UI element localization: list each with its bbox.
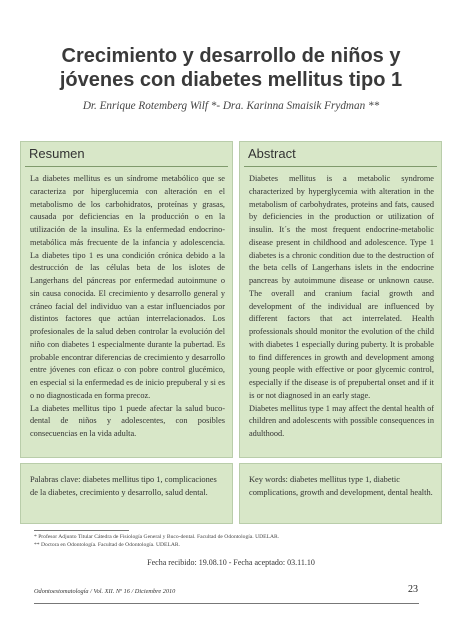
keywords-es: Palabras clave: diabetes mellitus tipo 1, complicaciones de la diabetes, crecimiento y desarrollo, salud dental. — [30, 475, 217, 497]
footnote-1: * Profesor Adjunto Titular Cátedra de Fisiología General y Buco-dental. Facultad de Odontología. UDELAR. — [34, 534, 280, 540]
footnote-divider — [34, 530, 129, 531]
keywords-en-box — [239, 463, 442, 524]
resumen-box — [20, 141, 233, 458]
resumen-divider — [25, 166, 228, 167]
resumen-heading: Resumen — [29, 146, 85, 161]
abstract-heading: Abstract — [248, 146, 296, 161]
keywords-en: Key words: diabetes mellitus type 1, diabetic complications, growth and development, dental health. — [249, 475, 433, 497]
resumen-body: La diabetes mellitus es un síndrome metabólico que se caracteriza por hiperglucemia con alteración en el metabolismo de los carbohidratos, proteínas y grasas, causada por deficiencias en la producción o en la utilización de la insulina. Es la enfermedad endocrino-metabólica más frecuente de la infancia y adolescencia. La diabetes tipo 1 es una condición crónica debido a la destrucción de las células beta de los islotes de Langerhans del páncreas por enfermedad autoinmune o sin causa conocida. El crecimiento y desarrollo general y cráneo facial del individuo van a estar influenciados por distintos factores que actúan interrelacionados. Los profesionales de la salud deben controlar la evolución del niño con diabetes 1 especialmente durante la pubertad. Es probable encontrar diferencias de crecimiento y desarrollo entre jóvenes con eficaz o con pobre control glucémico, en especial si la enfermedad es de inicio prepuberal y si es o no diagnosticada en forma precoz. — [30, 174, 225, 400]
abstract-text — [249, 173, 434, 441]
page-number: 23 — [408, 584, 418, 595]
abstract-box — [239, 141, 442, 458]
footer-divider — [34, 603, 419, 604]
title-line-2: jóvenes con diabetes mellitus tipo 1 — [59, 69, 403, 91]
abstract-body-2: Diabetes mellitus type 1 may affect the dental health of children and adolescents with possible consequences in adulthood. — [249, 403, 434, 438]
article-title — [28, 44, 434, 92]
received-accepted-dates: Fecha recibido: 19.08.10 - Fecha aceptado: 03.11.10 — [147, 558, 315, 567]
keywords-es-box — [20, 463, 233, 524]
authors: Dr. Enrique Rotemberg Wilf *- Dra. Karinna Smaisik Frydman ** — [82, 100, 380, 112]
abstract-divider — [244, 166, 437, 167]
journal-citation: Odontoestomatología / Vol. XII. Nº 16 / Diciembre 2010 — [34, 588, 176, 595]
abstract-body: Diabetes mellitus is a metabolic syndrome characterized by hyperglycemia with alteration in the metabolism of carbohydrates, proteins and fats, caused by deficiencies in the production or utilization of insulin. It´s the most frequent endocrine-metabolic disease present in childhood and adolescence. Type 1 diabetes is a chronic condition due to the destruction of the beta cells of Langerhans islets in the endocrine pancreas by autoimmune disease or unknown cause. The overall and cranium facial growth and development of the individual are influenced by different factors that act interrelated. Health professionals should monitor the evolution of the child with diabetes 1 especially during puberty. It is probable to find differences in growth and development among young people with effective or poor glycemic control, especially if the disease is of prepubertal onset and if it is or not diagnosed in an early stage. — [249, 174, 434, 400]
resumen-body-2: La diabetes mellitus tipo 1 puede afectar la salud buco-dental de niños y adolescentes, con posibles consecuencias en la vida adulta. — [30, 403, 225, 438]
footnote-2: ** Doctora en Odontología. Facultad de Odontología. UDELAR. — [34, 542, 181, 548]
resumen-text — [30, 173, 225, 441]
title-line-1: Crecimiento y desarrollo de niños y — [61, 45, 401, 67]
